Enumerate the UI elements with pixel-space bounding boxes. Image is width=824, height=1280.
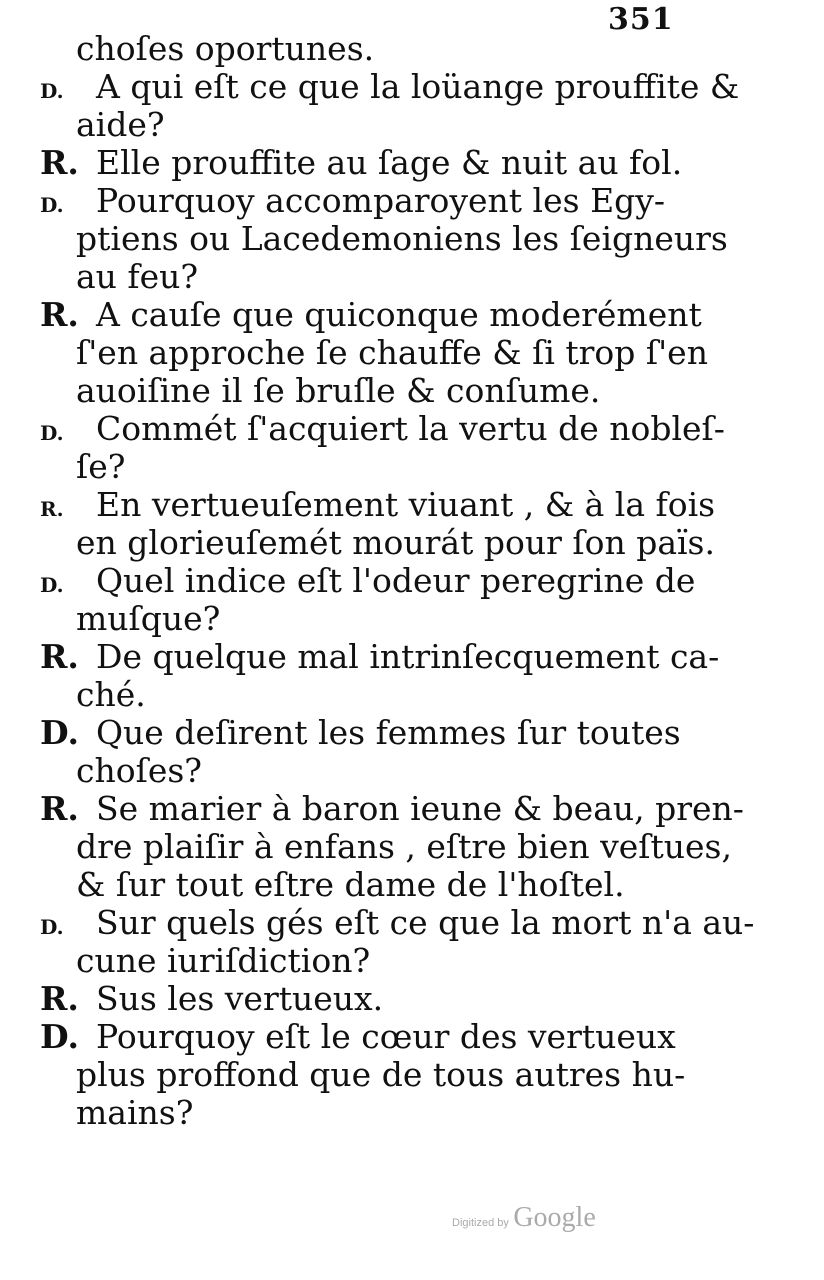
text-line: choſes oportunes. [76,29,375,68]
answer-line: R. Elle prouffite au ſage & nuit au fol. [40,143,683,182]
text-line: muſque? [76,599,221,638]
answer-line: R. Sus les vertueux. [40,979,384,1018]
watermark-prefix: Digitized by [452,1217,509,1229]
answer-marker: R. [40,143,79,182]
text-line: ſe? [76,447,126,486]
question-line: D. Pourquoy accomparoyent les Egy- [40,182,700,220]
question-line: D. Pourquoy eſt le cœur des vertueux [40,1017,676,1056]
answer-line: R. En vertueuſement viuant , & à la fois [40,486,700,524]
text-line: au feu? [76,257,199,296]
text-line: auoiſine il ſe bruſle & conſume. [76,371,601,410]
question-marker: D. [40,1017,79,1056]
text-line: choſes? [76,751,202,790]
text-line: ché. [76,675,146,714]
digitized-watermark [452,1202,596,1234]
question-line: D. Que deſirent les femmes ſur toutes [40,713,681,752]
question-line: D. Quel indice eſt l'odeur peregrine de [40,562,700,600]
question-line: D. A qui eſt ce que la loüange prouffite & [40,68,700,106]
text-line: en glorieuſemét mourát pour ſon païs. [76,523,715,562]
question-marker: D. [40,421,64,445]
question-marker: D. [40,915,64,939]
question-marker: D. [40,713,79,752]
text-line: mains? [76,1093,194,1132]
text-line: ſ'en approche ſe chauffe & ſi trop ſ'en [76,333,708,372]
question-marker: D. [40,573,64,597]
question-line: D. Commét ſ'acquiert la vertu de nobleſ- [40,410,700,448]
answer-line: R. De quelque mal intrinſecquement ca- [40,637,720,676]
answer-marker: R. [40,637,79,676]
text-line: cune iuriſdiction? [76,941,371,980]
page-number: 351 [608,2,674,37]
question-marker: D. [40,79,64,103]
answer-marker: R. [40,295,79,334]
text-line: plus proffond que de tous autres hu- [76,1055,686,1094]
text-line: & ſur tout eſtre dame de l'hoſtel. [76,865,625,904]
google-logo: Google [513,1202,596,1233]
answer-line: R. Se marier à baron ieune & beau, pren- [40,789,744,828]
question-line: D. Sur quels gés eſt ce que la mort n'a au- [40,904,700,942]
text-line: dre plaiſir à enfans , eſtre bien veſtues, [76,827,732,866]
question-marker: D. [40,193,64,217]
answer-line: R. A cauſe que quiconque moderément [40,295,702,334]
answer-marker: R. [40,789,79,828]
page-body [40,29,755,1132]
text-line: ptiens ou Lacedemoniens les ſeigneurs [76,219,728,258]
answer-marker: R. [40,979,79,1018]
answer-marker: R. [40,497,64,521]
text-line: aide? [76,105,165,144]
